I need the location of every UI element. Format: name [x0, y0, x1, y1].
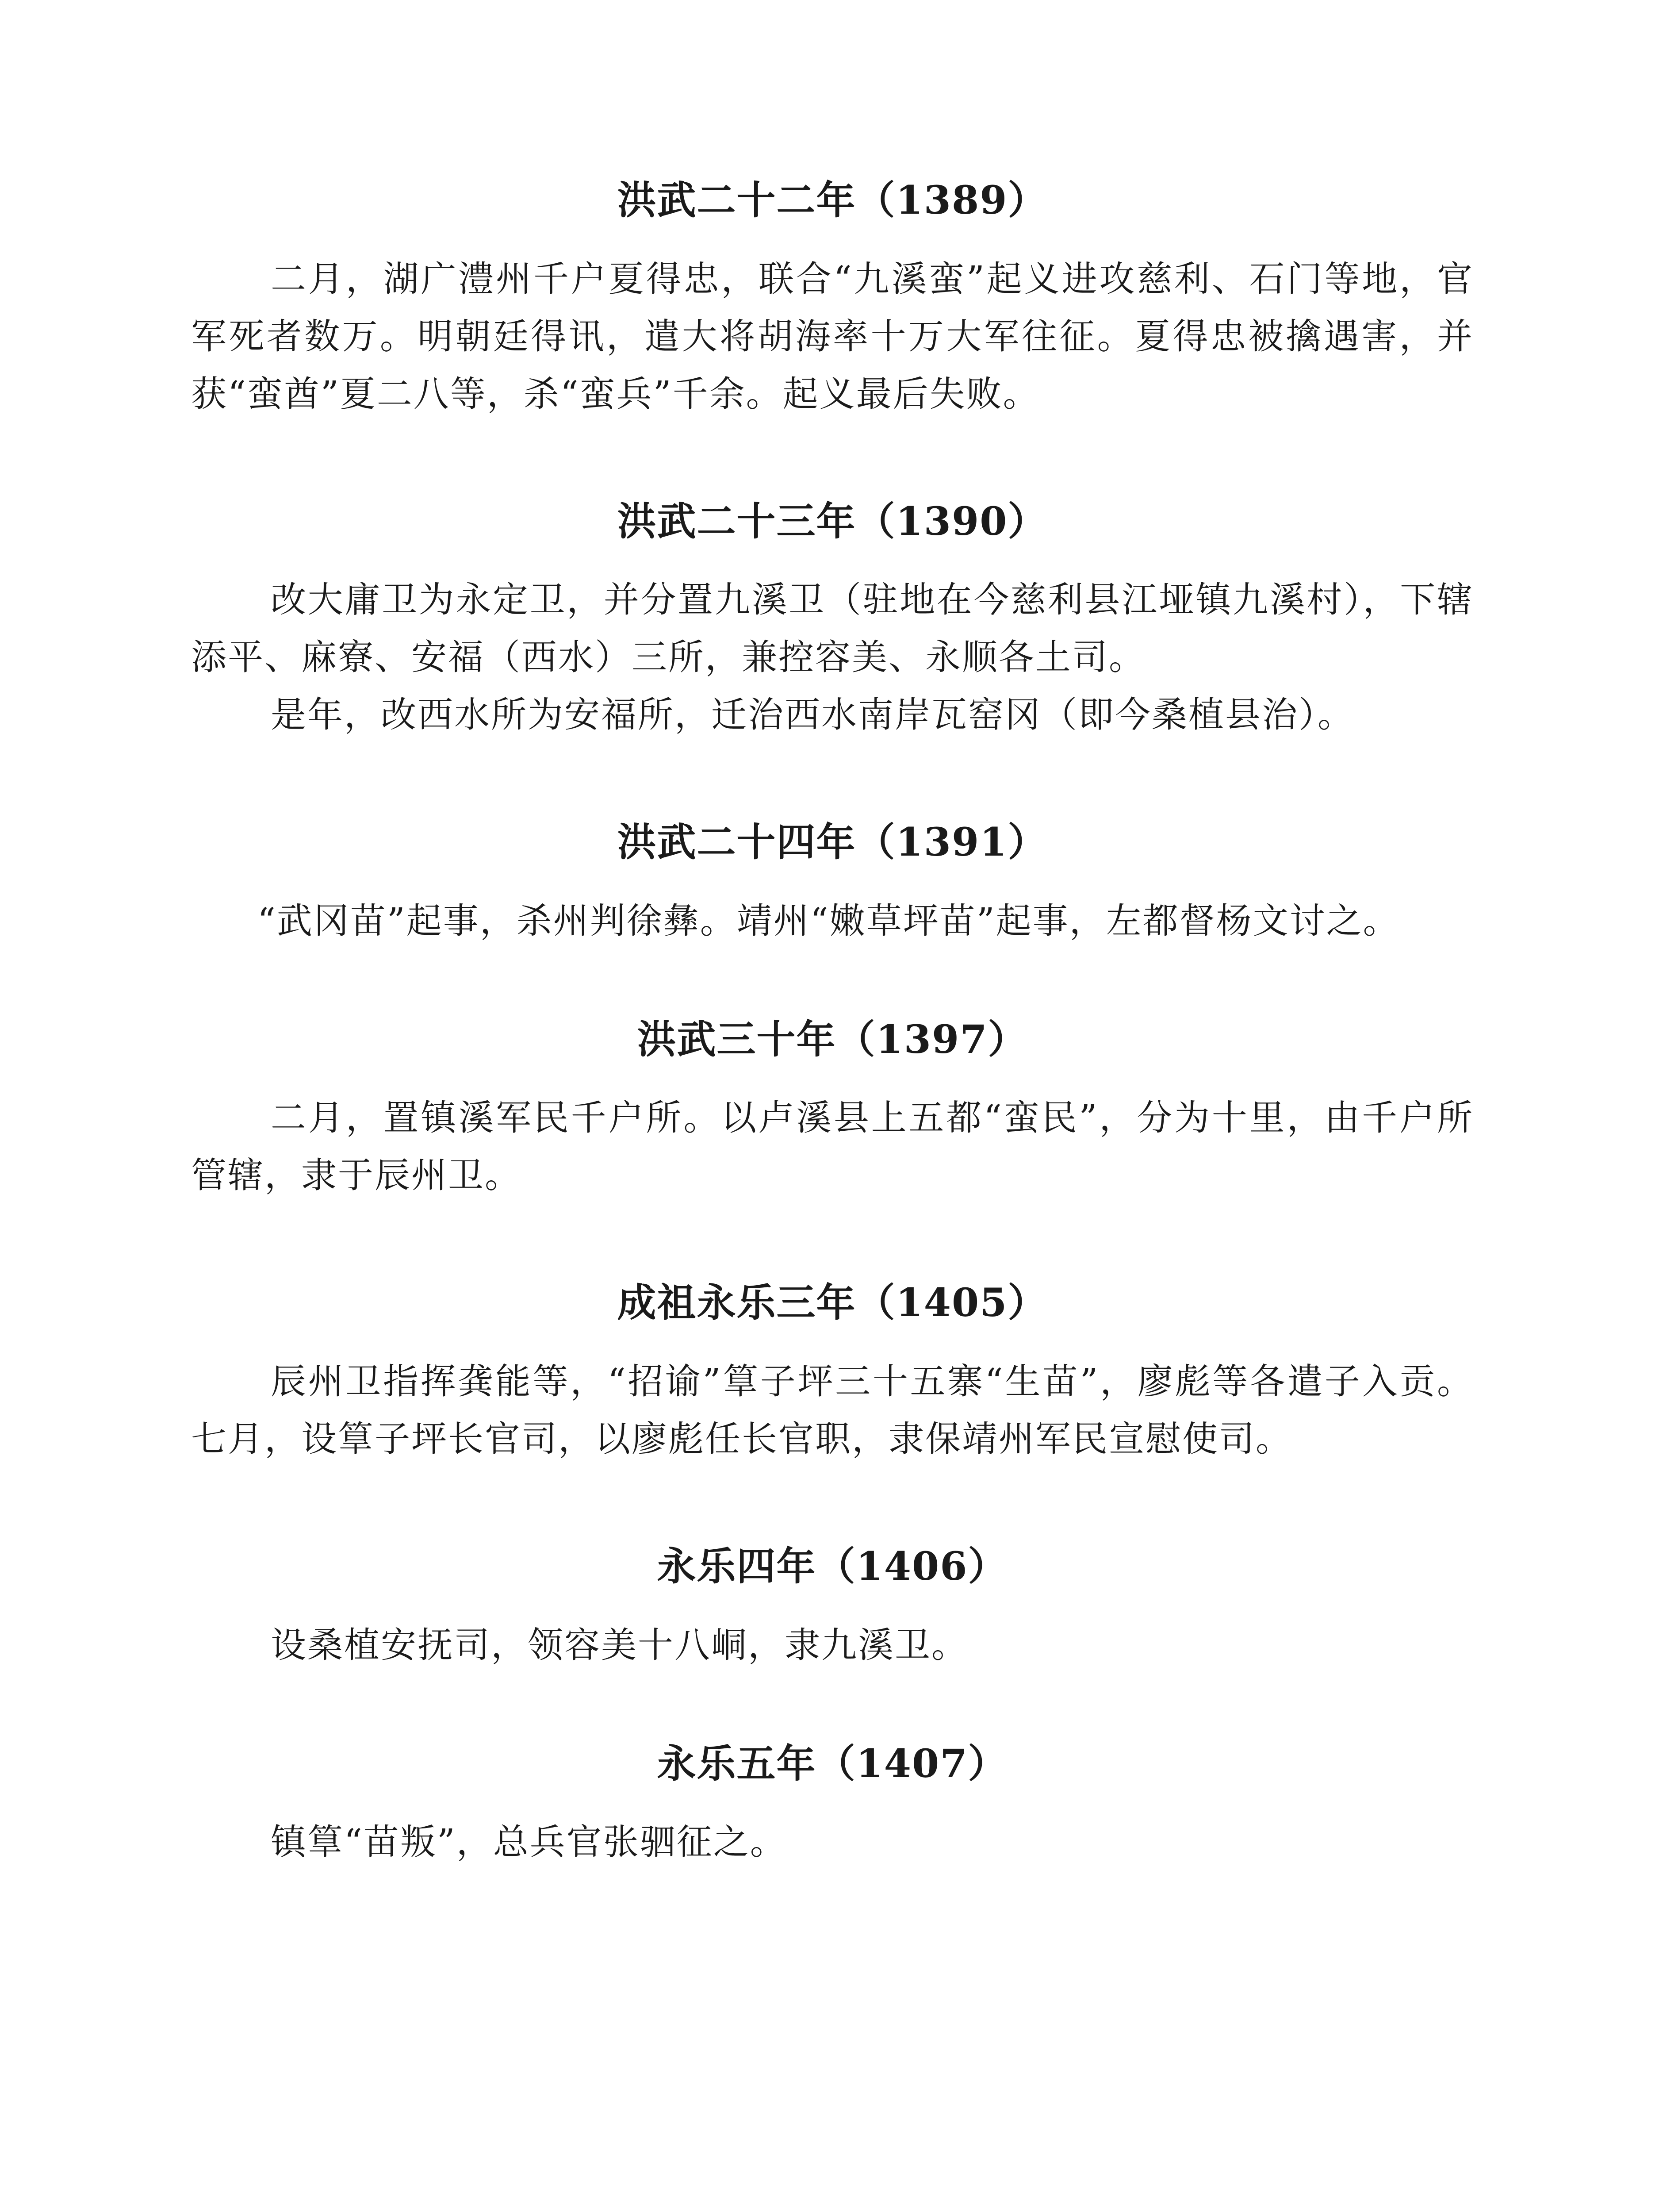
- spacer: [191, 1204, 1474, 1279]
- chronicle-content: [191, 177, 1474, 1871]
- entry-paragraph: 是年，改西水所为安福所，迁治西水南岸瓦窑冈（即今桑植县治）。: [271, 694, 1354, 736]
- entry-1397: [191, 1016, 1474, 1205]
- entry-1390: [191, 498, 1474, 744]
- spacer: [191, 423, 1474, 498]
- entry-paragraph: 改大庸卫为永定卫，并分置九溪卫（驻地在今慈利县江垭镇九溪村），下辖添平、麻寮、安福（西水）三所，兼控容美、永顺各土司。: [191, 579, 1474, 678]
- spacer: [191, 950, 1474, 1016]
- entry-title: 永乐四年（1406）: [657, 1543, 1008, 1589]
- spacer: [191, 1468, 1474, 1543]
- entry-paragraph: 辰州卫指挥龚能等，“招谕”筸子坪三十五寨“生苗”，廖彪等各遣子入贡。七月，设筸子坪长官司，以廖彪任长官职，隶保靖州军民宣慰使司。: [191, 1360, 1474, 1459]
- entry-1391: [191, 819, 1474, 950]
- entry-title: 洪武二十三年（1390）: [617, 498, 1048, 544]
- entry-title: 永乐五年（1407）: [657, 1740, 1008, 1786]
- entry-title: 成祖永乐三年（1405）: [617, 1279, 1048, 1326]
- entry-1407: [191, 1740, 1474, 1871]
- spacer: [191, 1674, 1474, 1740]
- entry-title: 洪武二十二年（1389）: [617, 177, 1048, 223]
- spacer: [191, 744, 1474, 819]
- entry-title: 洪武二十四年（1391）: [617, 819, 1048, 865]
- entry-1406: [191, 1543, 1474, 1674]
- entry-1405: [191, 1279, 1474, 1468]
- entry-paragraph: 镇筸“苗叛”，总兵官张驷征之。: [271, 1821, 787, 1863]
- entry-title: 洪武三十年（1397）: [637, 1016, 1028, 1062]
- entry-paragraph: 设桑植安抚司，领容美十八峒，隶九溪卫。: [271, 1624, 968, 1666]
- entry-1389: [191, 177, 1474, 423]
- entry-paragraph: “武冈苗”起事，杀州判徐彝。靖州“嫩草坪苗”起事，左都督杨文讨之。: [257, 900, 1400, 941]
- entry-paragraph: 二月，置镇溪军民千户所。以卢溪县上五都“蛮民”，分为十里，由千户所管辖，隶于辰州卫。: [191, 1097, 1474, 1196]
- entry-paragraph: 二月，湖广澧州千户夏得忠，联合“九溪蛮”起义进攻慈利、石门等地，官军死者数万。明朝廷得讯，遣大将胡海率十万大军往征。夏得忠被擒遇害，并获“蛮酋”夏二八等，杀“蛮兵”千余。起义最后失败。: [191, 258, 1474, 415]
